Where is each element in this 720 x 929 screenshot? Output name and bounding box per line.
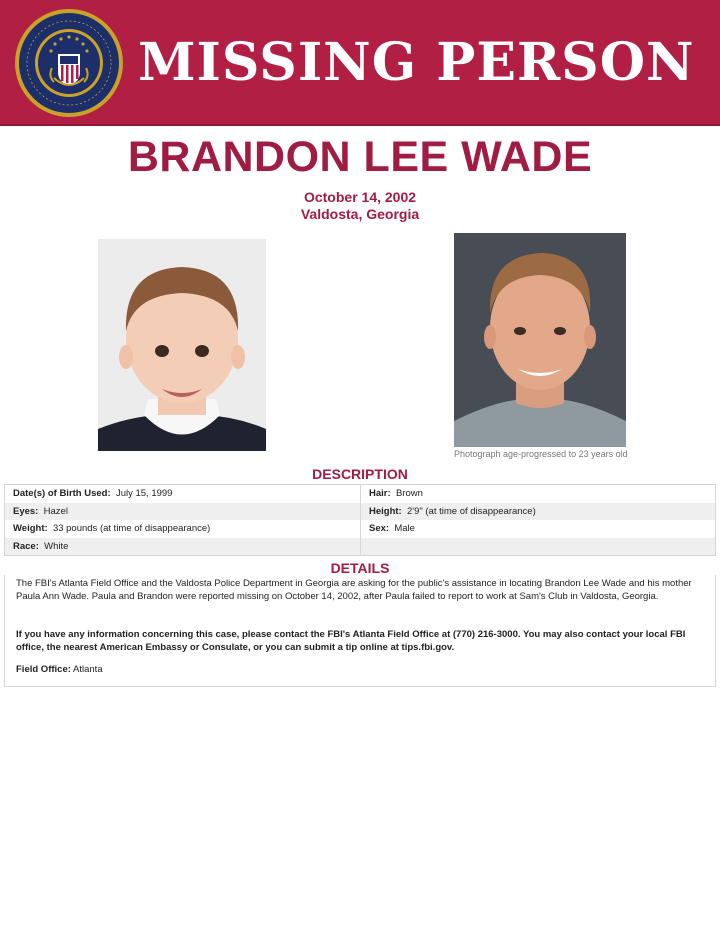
dob-label: Date(s) of Birth Used: bbox=[13, 488, 111, 499]
child-photo bbox=[98, 239, 266, 451]
hair-cell bbox=[360, 485, 715, 503]
weight-cell bbox=[5, 520, 360, 538]
field-office bbox=[16, 664, 103, 676]
person-name: BRANDON LEE WADE bbox=[127, 133, 593, 181]
eyes-label: Eyes: bbox=[13, 505, 39, 517]
weight-label: Weight: bbox=[13, 523, 48, 534]
photo-caption: Photograph age-progressed to 23 years old bbox=[454, 449, 628, 459]
tip-paragraph: If you have any information concerning this case, please contact the FBI's Atlanta Field Office at (770) 216-3000. You may also contact your local FBI office, the nearest American Embassy or Consulate, or you can submit a tip online at tips.fbi.gov. bbox=[16, 629, 686, 653]
fbi-seal-icon bbox=[14, 8, 124, 118]
table-row bbox=[5, 520, 715, 538]
header-banner bbox=[0, 0, 720, 126]
description-table bbox=[4, 484, 716, 556]
height-label: Height: bbox=[369, 505, 402, 517]
field-office-label: Field Office: bbox=[16, 664, 71, 675]
height-cell bbox=[360, 503, 715, 521]
eyes-value: Hazel bbox=[43, 505, 68, 517]
field-office-value: Atlanta bbox=[73, 664, 103, 675]
details-heading: DETAILS bbox=[330, 560, 390, 576]
eyes-cell bbox=[5, 503, 360, 521]
weight-value: 33 pounds (at time of disappearance) bbox=[52, 523, 211, 534]
dob-cell bbox=[5, 485, 360, 503]
hair-label: Hair: bbox=[369, 488, 391, 499]
banner-title: MISSING PERSON bbox=[138, 32, 695, 93]
race-label: Race: bbox=[13, 540, 39, 552]
table-row bbox=[5, 503, 715, 521]
race-value: White bbox=[44, 540, 69, 552]
sex-label: Sex: bbox=[369, 523, 390, 534]
empty-cell bbox=[360, 538, 715, 556]
table-row bbox=[5, 485, 715, 503]
sex-cell bbox=[360, 520, 715, 538]
missing-place: Valdosta, Georgia bbox=[300, 206, 420, 222]
sex-value: Male bbox=[394, 523, 415, 534]
age-progressed-photo bbox=[454, 233, 626, 447]
details-paragraph: The FBI's Atlanta Field Office and the Valdosta Police Department in Georgia are asking for the public's assistance in locating Brandon Lee Wade and his mother Paula Ann Wade. Paula and Brandon were reported missing on October 14, 2002, after Paula failed to report to work at Sam's Club in Valdosta, Georgia. bbox=[16, 578, 692, 602]
missing-date: October 14, 2002 bbox=[303, 189, 417, 205]
description-heading: DESCRIPTION bbox=[312, 466, 408, 482]
race-cell bbox=[5, 538, 360, 556]
hair-value: Brown bbox=[395, 488, 423, 499]
height-value: 2'9" (at time of disappearance) bbox=[407, 505, 536, 517]
dob-value: July 15, 1999 bbox=[115, 488, 173, 499]
table-row bbox=[5, 538, 715, 556]
